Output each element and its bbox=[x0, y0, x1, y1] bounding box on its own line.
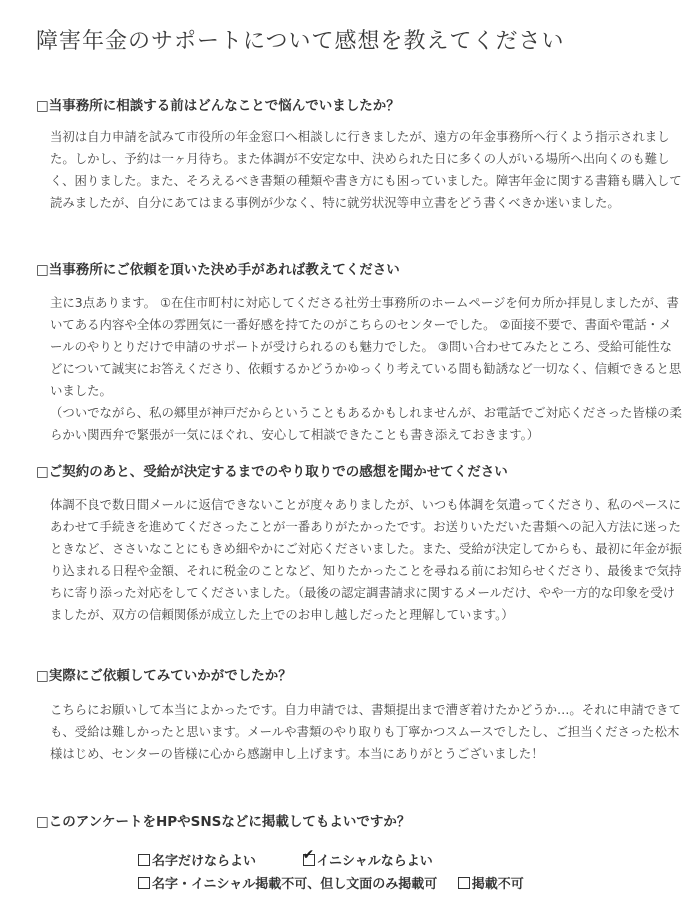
publish-options-row-1 bbox=[138, 847, 433, 869]
question-overall: □実際にご依頼してみていかがでしたか？ bbox=[36, 668, 292, 684]
answer-before-consult: 当初は自力申請を試みて市役所の年金窓口へ相談しに行きましたが、遠方の年金事務所へ行くよう指示されました。しかし、予約は一ヶ月待ち。また体調が不安定な中、決められた日に多くの人がいる場所へ出向くのも難しく、困りました。また、そろえるべき書類の種類や書き方にも困っていました。障害年金に関する書籍も購入して読みましたが、自分にあてはまる事例が少なく、特に就労状況等申立書をどう書くべきか迷いました。 bbox=[50, 129, 682, 210]
option-no-publish[interactable]: 掲載不可 bbox=[458, 873, 524, 892]
option-checkbox[interactable] bbox=[138, 854, 150, 866]
answer-overall: こちらにお願いして本当によかったです。自力申請では、書類提出まで漕ぎ着けたかどうか…。それに申請できても、受給は難しかったと思います。メールや書類のやり取りも丁寧かつスムースでしたし、ご担当くださった松木様はじめ、センターの皆様に心から感謝申し上げます。本当にありがとうございました！ bbox=[50, 702, 681, 761]
answer-deciding-factor: 主に3点あります。 ①在住市町村に対応してくださる社労士事務所のホームページを何カ所か拝見しましたが、書いてある内容や全体の雰囲気に一番好感を持てたのがこちらのセンターでした。 ②面接不要で、書面や電話・メールのやりとりだけで申請のサポートが受けられるのも魅力でした。 ③問い合わせてみたところ、受給可能性などについて誠実にお答えくださり、依頼するかどうかゆっくり考えている間も勧誘など一切なく、信頼できると思いました。 （ついでながら、私の郷里が神戸だからということもあるかもしれませんが、お電話でご対応くださった皆様の柔らかい関西弁で緊張が一気にほぐれ、安心して相談できたことも書き添えておきます。） bbox=[50, 295, 682, 442]
publish-options-row-2 bbox=[138, 873, 524, 892]
option-initials-only[interactable]: ✔ イニシャルならよい bbox=[302, 847, 433, 869]
question-deciding-factor: □当事務所にご依頼を頂いた決め手があれば教えてください bbox=[36, 262, 400, 278]
option-text-only[interactable]: 名字・イニシャル掲載不可、但し文面のみ掲載可 bbox=[138, 873, 437, 892]
checkmark-icon: ✔ bbox=[302, 847, 315, 863]
option-surname-only[interactable]: 名字だけならよい bbox=[138, 850, 256, 869]
option-checkbox[interactable] bbox=[138, 877, 150, 889]
answer-after-contract: 体調不良で数日間メールに返信できないことが度々ありましたが、いつも体調を気遣ってくださり、私のペースにあわせて手続きを進めてくださったことが一番ありがたかったです。お送りいただいた書類への記入方法に迷ったときなど、ささいなことにもきめ細やかにご対応くださいました。また、受給が決定してからも、最初に年金が振り込まれる日程や金額、それに税金のことなど、知りたかったことを尋ねる前にお知らせくださり、最後まで気持ちに寄り添った対応をしてくださいました。（最後の認定調書請求に関するメールだけ、やや一方的な印象を受けましたが、双方の信頼関係が成立した上でのお申し越しだったと理解しています。） bbox=[50, 497, 682, 622]
option-checkbox[interactable] bbox=[302, 847, 315, 866]
question-publish-permission: □このアンケートをHPやSNSなどに掲載してもよいですか？ bbox=[36, 814, 411, 830]
option-checkbox[interactable] bbox=[458, 877, 470, 889]
question-before-consult: □当事務所に相談する前はどんなことで悩んでいましたか？ bbox=[36, 98, 400, 114]
question-after-contract: □ご契約のあと、受給が決定するまでのやり取りでの感想を聞かせてください bbox=[36, 464, 508, 480]
page-title: 障害年金のサポートについて感想を教えてください bbox=[36, 29, 565, 54]
